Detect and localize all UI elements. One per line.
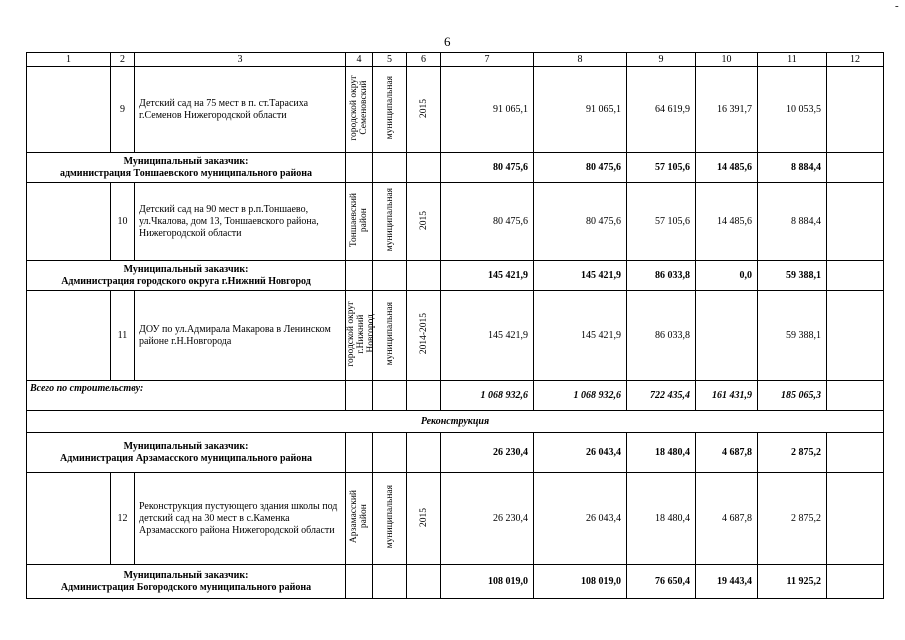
value-col9: 57 105,6 <box>627 183 696 261</box>
row-number: 11 <box>111 291 135 381</box>
col-header: 3 <box>135 53 346 67</box>
ownership-text: муниципальная <box>384 188 395 252</box>
section-title: Реконструкция <box>27 411 884 433</box>
col-header: 10 <box>696 53 758 67</box>
value-col8: 91 065,1 <box>534 67 627 153</box>
value-col9: 57 105,6 <box>627 153 696 183</box>
project-row <box>27 67 884 153</box>
empty-cell <box>346 381 373 411</box>
territory-cell <box>346 67 373 153</box>
empty-cell <box>407 261 441 291</box>
value-col7: 26 230,4 <box>441 433 534 473</box>
value-col7: 145 421,9 <box>441 261 534 291</box>
corner-mark: - <box>895 0 899 12</box>
empty-cell <box>27 473 111 565</box>
value-col11: 8 884,4 <box>758 183 827 261</box>
value-col8: 80 475,6 <box>534 183 627 261</box>
empty-cell <box>827 381 884 411</box>
ownership-text: муниципальная <box>384 485 395 549</box>
customer-label: Муниципальный заказчик: <box>123 263 249 275</box>
empty-cell <box>373 153 407 183</box>
total-label: Всего по строительству: <box>27 381 346 411</box>
empty-cell <box>407 153 441 183</box>
value-col8: 145 421,9 <box>534 291 627 381</box>
value-col10: 14 485,6 <box>696 183 758 261</box>
territory-text: Тоншаевский район <box>349 192 369 248</box>
ownership-cell <box>373 183 407 261</box>
empty-cell <box>827 183 884 261</box>
value-col8: 26 043,4 <box>534 473 627 565</box>
empty-cell <box>827 473 884 565</box>
value-col8: 145 421,9 <box>534 261 627 291</box>
value-col8: 80 475,6 <box>534 153 627 183</box>
value-col8: 1 068 932,6 <box>534 381 627 411</box>
page-number: 6 <box>444 34 451 49</box>
col-header: 7 <box>441 53 534 67</box>
col-header: 2 <box>111 53 135 67</box>
value-col10: 16 391,7 <box>696 67 758 153</box>
empty-cell <box>346 565 373 599</box>
value-col7: 1 068 932,6 <box>441 381 534 411</box>
value-col11: 10 053,5 <box>758 67 827 153</box>
value-col7: 108 019,0 <box>441 565 534 599</box>
customer-row <box>27 433 884 473</box>
empty-cell <box>373 261 407 291</box>
customer-cell <box>27 565 346 599</box>
empty-cell <box>827 153 884 183</box>
value-col10: 0,0 <box>696 261 758 291</box>
ownership-cell <box>373 67 407 153</box>
customer-row <box>27 153 884 183</box>
project-row <box>27 473 884 565</box>
ownership-cell <box>373 473 407 565</box>
value-col10: 14 485,6 <box>696 153 758 183</box>
empty-cell <box>373 565 407 599</box>
customer-name: Администрация городского округа г.Нижний Новгород <box>61 275 311 287</box>
object-name: ДОУ по ул.Адмирала Макарова в Ленинском районе г.Н.Новгорода <box>135 291 346 381</box>
column-numbers-row <box>27 53 884 67</box>
period-cell <box>407 183 441 261</box>
territory-text: Арзамасский район <box>349 490 369 544</box>
col-header: 12 <box>827 53 884 67</box>
period-cell <box>407 291 441 381</box>
col-header: 5 <box>373 53 407 67</box>
period-text: 2014-2015 <box>418 313 429 355</box>
value-col11: 8 884,4 <box>758 153 827 183</box>
col-header: 8 <box>534 53 627 67</box>
empty-cell <box>827 565 884 599</box>
empty-cell <box>407 565 441 599</box>
period-text: 2015 <box>418 507 429 527</box>
value-col7: 91 065,1 <box>441 67 534 153</box>
empty-cell <box>27 183 111 261</box>
value-col9: 86 033,8 <box>627 291 696 381</box>
ownership-text: муниципальная <box>384 76 395 140</box>
value-col7: 145 421,9 <box>441 291 534 381</box>
empty-cell <box>346 433 373 473</box>
customer-cell <box>27 261 346 291</box>
period-cell <box>407 473 441 565</box>
customer-label: Муниципальный заказчик: <box>123 569 249 581</box>
value-col9: 18 480,4 <box>627 473 696 565</box>
row-number: 10 <box>111 183 135 261</box>
empty-cell <box>373 381 407 411</box>
col-header: 11 <box>758 53 827 67</box>
row-number: 9 <box>111 67 135 153</box>
empty-cell <box>407 381 441 411</box>
value-col11: 2 875,2 <box>758 473 827 565</box>
section-row <box>27 411 884 433</box>
value-col11: 59 388,1 <box>758 291 827 381</box>
value-col11: 2 875,2 <box>758 433 827 473</box>
value-col8: 26 043,4 <box>534 433 627 473</box>
territory-cell <box>346 291 376 381</box>
empty-cell <box>827 261 884 291</box>
empty-cell <box>827 67 884 153</box>
empty-cell <box>346 153 373 183</box>
period-cell <box>407 67 441 153</box>
value-col10: 4 687,8 <box>696 473 758 565</box>
col-header: 9 <box>627 53 696 67</box>
empty-cell <box>373 433 407 473</box>
value-col8: 108 019,0 <box>534 565 627 599</box>
col-header: 6 <box>407 53 441 67</box>
total-row <box>27 381 884 411</box>
customer-cell <box>27 433 346 473</box>
project-row <box>27 183 884 261</box>
value-col7: 80 475,6 <box>441 183 534 261</box>
row-number: 12 <box>111 473 135 565</box>
col-header: 1 <box>27 53 111 67</box>
value-col10 <box>696 291 758 381</box>
value-col7: 26 230,4 <box>441 473 534 565</box>
empty-cell <box>407 433 441 473</box>
ownership-text: муниципальная <box>384 302 395 366</box>
value-col9: 86 033,8 <box>627 261 696 291</box>
value-col10: 19 443,4 <box>696 565 758 599</box>
value-col11: 185 065,3 <box>758 381 827 411</box>
value-col9: 722 435,4 <box>627 381 696 411</box>
empty-cell <box>346 261 373 291</box>
customer-name: администрация Тоншаевского муниципального района <box>59 167 313 179</box>
empty-cell <box>827 433 884 473</box>
col-header: 4 <box>346 53 373 67</box>
territory-cell <box>346 473 373 565</box>
period-text: 2015 <box>418 210 429 230</box>
project-row <box>27 291 884 381</box>
territory-text: городской округ г.Нижний Новгород <box>346 301 376 367</box>
value-col10: 4 687,8 <box>696 433 758 473</box>
value-col11: 11 925,2 <box>758 565 827 599</box>
customer-name: Администрация Богородского муниципального района <box>60 581 312 593</box>
empty-cell <box>827 291 884 381</box>
customer-row <box>27 261 884 291</box>
object-name: Детский сад на 90 мест в р.п.Тоншаево, ул.Чкалова, дом 13, Тоншаевского района, Нижегородской области <box>135 183 346 261</box>
value-col9: 76 650,4 <box>627 565 696 599</box>
value-col9: 64 619,9 <box>627 67 696 153</box>
object-name: Реконструкция пустующего здания школы под детский сад на 30 мест в с.Каменка Арзамасского района Нижегородской области <box>135 473 346 565</box>
empty-cell <box>27 67 111 153</box>
value-col10: 161 431,9 <box>696 381 758 411</box>
customer-cell <box>27 153 346 183</box>
value-col9: 18 480,4 <box>627 433 696 473</box>
value-col11: 59 388,1 <box>758 261 827 291</box>
ownership-cell <box>373 291 407 381</box>
customer-row <box>27 565 884 599</box>
budget-table <box>26 52 884 599</box>
customer-label: Муниципальный заказчик: <box>123 440 249 452</box>
object-name: Детский сад на 75 мест в п. ст.Тарасиха г.Семенов Нижегородской области <box>135 67 346 153</box>
empty-cell <box>27 291 111 381</box>
customer-label: Муниципальный заказчик: <box>123 155 249 167</box>
territory-text: городской округ Семеновский <box>349 75 369 141</box>
customer-name: Администрация Арзамасского муниципального района <box>59 452 313 464</box>
value-col7: 80 475,6 <box>441 153 534 183</box>
period-text: 2015 <box>418 98 429 118</box>
territory-cell <box>346 183 373 261</box>
